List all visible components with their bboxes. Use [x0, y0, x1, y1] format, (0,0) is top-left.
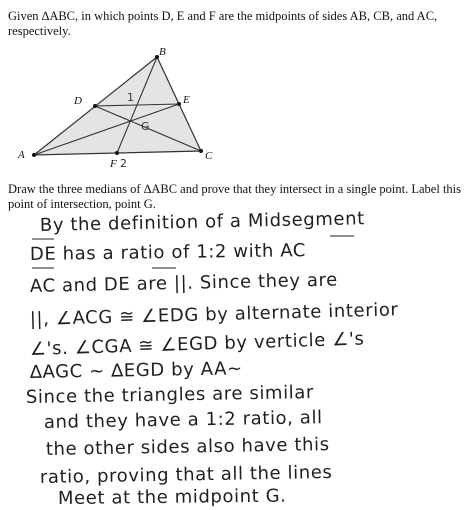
- answer-line-7: Since the triangles are similar: [25, 381, 315, 408]
- label-f: F: [110, 158, 117, 170]
- answer-line-1: By the definition of a Midsegment: [39, 208, 366, 236]
- answer-line-9: the other sides also have this: [45, 434, 330, 460]
- answer-line-11: Meet at the midpoint G.: [57, 485, 287, 509]
- answer-line-2: DE has a ratio of 1:2 with AC: [29, 240, 307, 265]
- answer-line-3: AC and DE are ||. Since they are: [29, 269, 339, 297]
- handwritten-mark-2: 2: [120, 157, 127, 170]
- handwritten-mark-g: G: [141, 120, 150, 133]
- label-d: D: [74, 95, 82, 107]
- answer-line-4: ||, ∠ACG ≅ ∠EDG by alternate interior: [29, 299, 399, 330]
- label-c: C: [205, 150, 213, 162]
- label-e: E: [183, 94, 190, 106]
- answer-line-5: ∠'s. ∠CGA ≅ ∠EGD by verticle ∠'s: [29, 328, 365, 360]
- answer-line-6: ∆AGC ~ ∆EGD by AA~: [29, 358, 243, 383]
- handwritten-mark-1: 1: [127, 91, 134, 104]
- label-b: B: [159, 46, 166, 58]
- answer-line-8: and they have a 1:2 ratio, all: [43, 407, 323, 433]
- problem-task: Draw the three medians of ∆ABC and prove that they intersect in a single point. Label this point of intersection, point G.: [8, 182, 462, 211]
- answer-line-10: ratio, proving that all the lines: [39, 461, 333, 488]
- problem-intro: Given ∆ABC, in which points D, E and F are the midpoints of sides AB, CB, and AC, respectively.: [8, 9, 438, 38]
- label-a: A: [18, 149, 25, 161]
